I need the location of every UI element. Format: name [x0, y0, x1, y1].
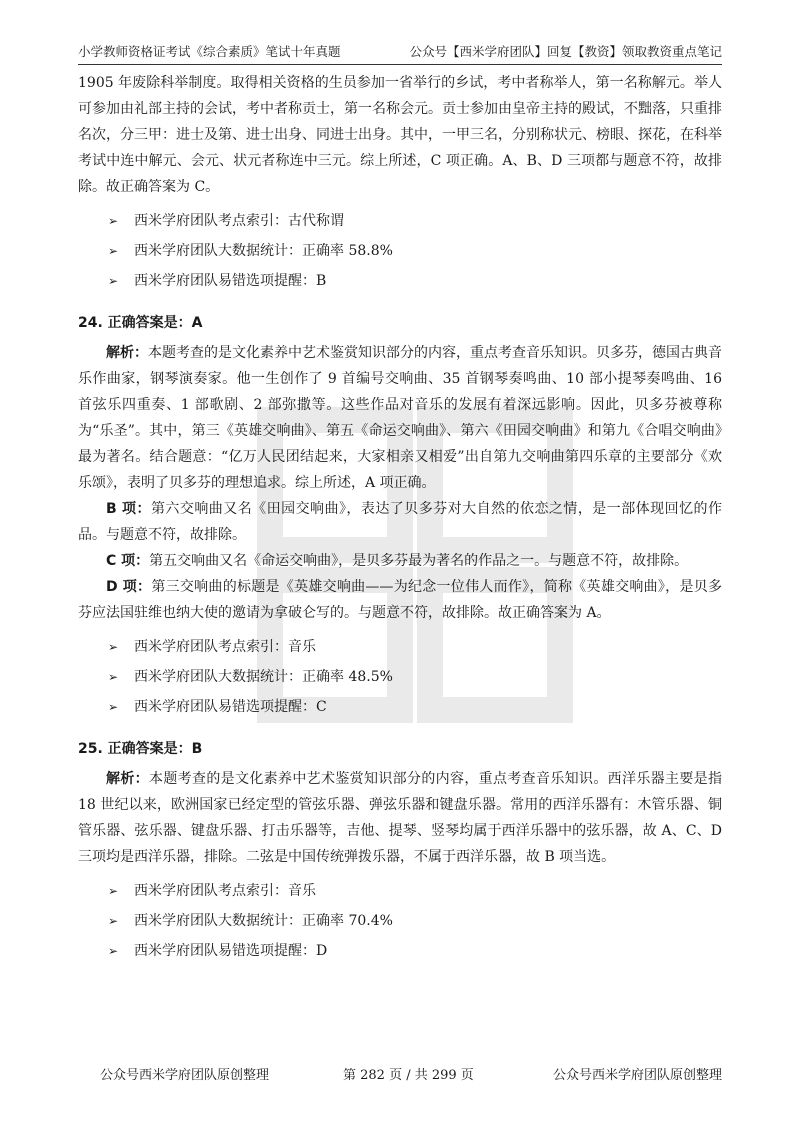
q25-bullets	[78, 876, 722, 966]
q24-bullets	[78, 632, 722, 722]
arrow-bullet-icon: ➢	[108, 700, 119, 714]
intro-paragraph: 1905 年废除科举制度。取得相关资格的生员参加一省举行的乡试，考中者称举人，第一名称解元。举人可参加由礼部主持的会试，考中者称贡士，第一名称会元。贡士参加由皇帝主持的殿试，不黜落，只重排名次，分三甲：进士及第、进士出身、同进士出身。其中，一甲三名，分别称状元、榜眼、探花，在科举考试中连中解元、会元、状元者称连中三元。综上所述，C 项正确。A、B、D 三项都与题意不符，故排除。故正确答案为 C。	[78, 75, 722, 195]
page-header	[78, 42, 722, 65]
intro-bullets	[78, 206, 722, 296]
arrow-bullet-icon: ➢	[108, 670, 119, 684]
page-content	[78, 70, 722, 974]
page-footer	[100, 1066, 722, 1088]
bullet-item	[78, 236, 722, 266]
analysis-label: 解析：	[106, 345, 148, 361]
bullet-item	[78, 632, 722, 662]
bullet-item	[78, 936, 722, 966]
bullet-text: 西米学府团队易错选项提醒：D	[134, 943, 328, 959]
q25-analysis	[78, 766, 722, 870]
bullet-text: 西米学府团队大数据统计：正确率 48.5%	[134, 669, 393, 685]
arrow-bullet-icon: ➢	[108, 884, 119, 898]
bullet-item	[78, 206, 722, 236]
arrow-bullet-icon: ➢	[108, 914, 119, 928]
q24-option-d	[78, 574, 722, 626]
bullet-item	[78, 266, 722, 296]
q24-option-b	[78, 496, 722, 548]
bullet-item	[78, 662, 722, 692]
q24-option-d-text: 第三交响曲的标题是《英雄交响曲——为纪念一位伟人而作》，简称《英雄交响曲》，是贝多芬应法国驻维也纳大使的邀请为拿破仑写的。与题意不符，故排除。故正确答案为 A。	[78, 579, 723, 621]
bullet-text: 西米学府团队考点索引：音乐	[134, 639, 316, 655]
q24-option-c	[78, 548, 722, 574]
arrow-bullet-icon: ➢	[108, 214, 119, 228]
q24-option-c-text: 第五交响曲又名《命运交响曲》，是贝多芬最为著名的作品之一。与题意不符，故排除。	[149, 553, 689, 569]
option-c-label: C 项：	[106, 553, 150, 569]
bullet-item	[78, 692, 722, 722]
bullet-text: 西米学府团队大数据统计：正确率 70.4%	[134, 913, 393, 929]
arrow-bullet-icon: ➢	[108, 244, 119, 258]
bullet-text: 西米学府团队考点索引：音乐	[134, 883, 316, 899]
arrow-bullet-icon: ➢	[108, 274, 119, 288]
q24-analysis	[78, 340, 722, 496]
bullet-item	[78, 876, 722, 906]
bullet-item	[78, 906, 722, 936]
header-title: 小学教师资格证考试《综合素质》笔试十年真题	[78, 44, 341, 59]
bullet-text: 西米学府团队考点索引：古代称谓	[134, 213, 344, 229]
analysis-label: 解析：	[106, 771, 149, 787]
option-d-label: D 项：	[106, 579, 152, 595]
page-number: 第 282 页 / 共 299 页	[343, 1068, 474, 1083]
arrow-bullet-icon: ➢	[108, 640, 119, 654]
question-24-heading: 24. 正确答案是：A	[78, 315, 203, 331]
bullet-text: 西米学府团队易错选项提醒：B	[134, 273, 327, 289]
q24-option-b-text: 第六交响曲又名《田园交响曲》，表达了贝多芬对大自然的依恋之情，是一部体现回忆的作品。与题意不符，故排除。	[78, 501, 722, 543]
header-promo: 公众号【西米学府团队】回复【教资】领取教资重点笔记	[409, 44, 722, 59]
bullet-text: 西米学府团队大数据统计：正确率 58.8%	[134, 243, 393, 259]
arrow-bullet-icon: ➢	[108, 944, 119, 958]
question-25-heading: 25. 正确答案是：B	[78, 741, 203, 757]
q25-analysis-text: 本题考查的是文化素养中艺术鉴赏知识部分的内容，重点考查音乐知识。西洋乐器主要是指 18 世纪以来，欧洲国家已经定型的管弦乐器、弹弦乐器和键盘乐器。常用的西洋乐器有：木管乐器、铜管乐器、弦乐器、键盘乐器、打击乐器等，吉他、提琴、竖琴均属于西洋乐器中的弦乐器，故 A、C、D 三项均是西洋乐器，排除。二弦是中国传统弹拨乐器，不属于西洋乐器，故 B 项当选。	[78, 771, 722, 865]
footer-right: 公众号西米学府团队原创整理	[552, 1068, 722, 1083]
q24-analysis-text: 本题考查的是文化素养中艺术鉴赏知识部分的内容，重点考查音乐知识。贝多芬，德国古典音乐作曲家，钢琴演奏家。他一生创作了 9 首编号交响曲、35 首钢琴奏鸣曲、10 部小提琴奏鸣曲、16 首弦乐四重奏、1 部歌剧、2 部弥撒等。这些作品对音乐的发展有着深远影响。因此，贝多芬被尊称为“乐圣”。其中，第三《英雄交响曲》、第五《命运交响曲》、第六《田园交响曲》和第九《合唱交响曲》最为著名。结合题意：“亿万人民团结起来，大家相亲又相爱”出自第九交响曲第四乐章的主要部分《欢乐颂》，表明了贝多芬的理想追求。综上所述，A 项正确。	[78, 345, 722, 491]
footer-left: 公众号西米学府团队原创整理	[100, 1068, 270, 1083]
option-b-label: B 项：	[106, 501, 151, 517]
bullet-text: 西米学府团队易错选项提醒：C	[134, 699, 327, 715]
